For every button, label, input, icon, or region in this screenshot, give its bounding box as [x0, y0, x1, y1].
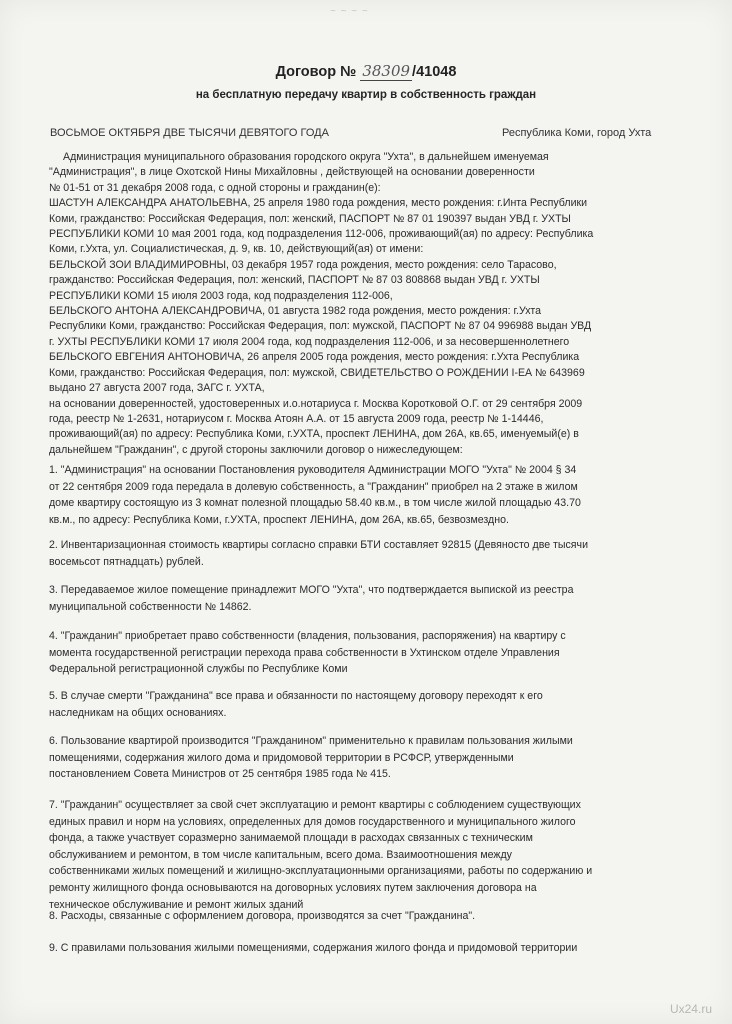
clause-9	[49, 940, 685, 957]
intro-line: БЕЛЬСКОГО ЕВГЕНИЯ АНТОНОВИЧА, 26 апреля 2005 года рождения, место рождения: г.Ухта Республика	[49, 351, 580, 364]
intro-line: Коми, гражданство: Российская Федерация, пол: мужской, СВИДЕТЕЛЬСТВО О РОЖДЕНИИ I-ЕА № 643969	[49, 366, 585, 379]
clause-line: доме квартиру состоящую из 3 комнат полезной площадью 58.40 кв.м., в том числе жилой площадью 43.70	[49, 497, 581, 510]
intro-line: "Администрация", в лице Охотской Нины Михайловны , действующей на основании доверенности	[49, 166, 535, 179]
clause-line: фонда, а также участвует соразмерно занимаемой площади в расходах связанных с техническим	[49, 832, 533, 845]
intro-line: № 01-51 от 31 декабря 2008 года, с одной стороны и гражданин(е):	[49, 181, 381, 194]
document-title	[0, 62, 732, 81]
clause-line: помещениями, содержания жилого дома и придомовой территории в РСФСР, утвержденными	[49, 751, 514, 764]
clause-7	[49, 797, 685, 913]
clause-4	[49, 628, 685, 678]
intro-line: выдано 27 августа 2007 года, ЗАГС г. УХТА,	[49, 382, 265, 395]
clause-8	[49, 908, 685, 925]
clause-line: от 22 сентября 2009 года передала в долевую собственность, а "Гражданин" приобрел на 2 этаже в жилом	[49, 480, 578, 493]
clause-line: 5. В случае смерти "Гражданина" все права и обязанности по настоящему договору переходят к его	[49, 690, 543, 702]
intro-line: дальнейшем "Гражданин", с другой стороны заключили договор о нижеследующем:	[49, 443, 463, 456]
intro-line: РЕСПУБЛИКИ КОМИ 10 мая 2001 года, код подразделения 112-006, проживающий(ая) по адресу: Республика	[49, 228, 594, 241]
intro-line: ШАСТУН АЛЕКСАНДРА АНАТОЛЬЕВНА, 25 апреля 1980 года рождения, место рождения: г.Инта Республики	[49, 197, 588, 210]
intro-line: Коми, г.Ухта, ул. Социалистическая, д. 9, кв. 10, действующий(ая) от имени:	[49, 243, 424, 256]
intro-line: г. УХТЫ РЕСПУБЛИКИ КОМИ 17 июля 2004 года, код подразделения 112-006, и за несовершеннолетнего	[49, 335, 570, 348]
clause-line: кв.м., по адресу: Республика Коми, г.УХТА, проспект ЛЕНИНА, дом 26А, кв.65, безвозмездно.	[49, 513, 509, 526]
intro-line: года, реестр № 1-2631, нотариусом г. Москва Атоян А.А. от 15 августа 2009 года, реестр № 1-14446,	[49, 412, 544, 425]
clause-2	[49, 537, 685, 570]
intro-line: РЕСПУБЛИКИ КОМИ 15 июля 2003 года, код подразделения 112-006,	[49, 289, 393, 302]
intro-line: проживающий(ая) по адресу: Республика Коми, г.УХТА, проспект ЛЕНИНА, дом 26А, кв.65, именуемый(е) в	[49, 428, 579, 441]
clause-line: ремонту жилищного фонда основываются на договорных условиях путем заключения договора на	[49, 881, 537, 894]
clause-line: Федеральной регистрационной службы по Республике Коми	[49, 663, 348, 676]
clause-line: единых правил и норм на условиях, определенных для домов государственного и муниципального жилого	[49, 815, 576, 828]
title-suffix: /41048	[412, 64, 457, 80]
clause-line: техническое обслуживание и ремонт жилых зданий	[49, 898, 304, 911]
clause-line: 2. Инвентаризационная стоимость квартиры согласно справки БТИ составляет 92815 (Девяносто две тысячи	[49, 539, 588, 551]
site-watermark: Ux24.ru	[669, 1002, 712, 1016]
clause-1	[49, 462, 685, 528]
intro-line: на основании доверенностей, удостоверенных и.о.нотариуса г. Москва Коротковой О.Г. от 29 сентября 2009	[49, 397, 583, 410]
clause-3	[49, 582, 685, 615]
clause-6	[49, 733, 685, 783]
contract-date: ВОСЬМОЕ ОКТЯБРЯ ДВЕ ТЫСЯЧИ ДЕВЯТОГО ГОДА	[50, 127, 329, 139]
intro-line: БЕЛЬСКОГО АНТОНА АЛЕКСАНДРОВИЧА, 01 августа 1982 года рождения, место рождения: г.Ухта	[49, 305, 542, 318]
contract-place: Республика Коми, город Ухта	[502, 127, 652, 139]
clause-line: постановлением Совета Министров от 25 сентября 1985 года № 415.	[49, 768, 391, 781]
clause-line: 9. С правилами пользования жилыми помещениями, содержания жилого фонда и придомовой территории	[49, 942, 578, 954]
clause-line: 6. Пользование квартирой производится "Гражданином" применительно к правилам пользования жилыми	[49, 735, 573, 747]
clause-line: 7. "Гражданин" осуществляет за свой счет эксплуатацию и ремонт квартиры с соблюдением существующих	[49, 799, 581, 811]
intro-line: Коми, гражданство: Российская Федерация, пол: женский, ПАСПОРТ № 87 01 190397 выдан УВД г. УХТЫ	[49, 212, 571, 225]
clause-line: восемьсот пятнадцать) рублей.	[49, 555, 204, 568]
intro-line: гражданство: Российская Федерация, пол: женский, ПАСПОРТ № 87 03 808868 выдан УВД г. УХТЫ	[49, 274, 540, 287]
handwritten-contract-number: 38309	[362, 62, 411, 80]
clause-line: обслуживанием и ремонтом, в том числе капитальным, всего дома. Взаимоотношения между	[49, 848, 512, 861]
faint-header-marks: ~ ~ ~ ~	[330, 6, 369, 17]
title-prefix: Договор №	[275, 64, 357, 80]
clause-line: наследникам на общих основаниях.	[49, 706, 227, 719]
intro-line: Администрация муниципального образования городского округа "Ухта", в дальнейшем именуемая	[63, 151, 549, 163]
intro-line: БЕЛЬСКОЙ ЗОИ ВЛАДИМИРОВНЫ, 03 декабря 1957 года рождения, место рождения: село Тарасово,	[49, 258, 557, 271]
clause-line: 4. "Гражданин" приобретает право собственности (владения, пользования, распоряжения) на квартиру с	[49, 630, 566, 642]
clause-line: муниципальной собственности № 14862.	[49, 600, 252, 613]
clause-line: 8. Расходы, связанные с оформлением договора, производятся за счет "Гражданина".	[49, 910, 476, 922]
clause-line: момента государственной регистрации перехода права собственности в Ухтинском отделе Управления	[49, 646, 560, 659]
clause-5	[49, 688, 685, 721]
document-subtitle: на бесплатную передачу квартир в собственность граждан	[195, 89, 537, 101]
clause-line: 3. Передаваемое жилое помещение принадлежит МОГО "Ухта", что подтверждается выпиской из реестра	[49, 584, 574, 596]
intro-line: Республики Коми, гражданство: Российская Федерация, пол: мужской, ПАСПОРТ № 87 04 996988 выдан УВД	[49, 320, 592, 333]
clause-line: 1. "Администрация" на основании Постановления руководителя Администрации МОГО "Ухта" № 2004 § 34	[49, 464, 577, 476]
parties-section	[49, 150, 677, 458]
clause-line: собственниками жилых помещений и жилищно-эксплуатационными организациями, работы по содержанию и	[49, 865, 593, 878]
